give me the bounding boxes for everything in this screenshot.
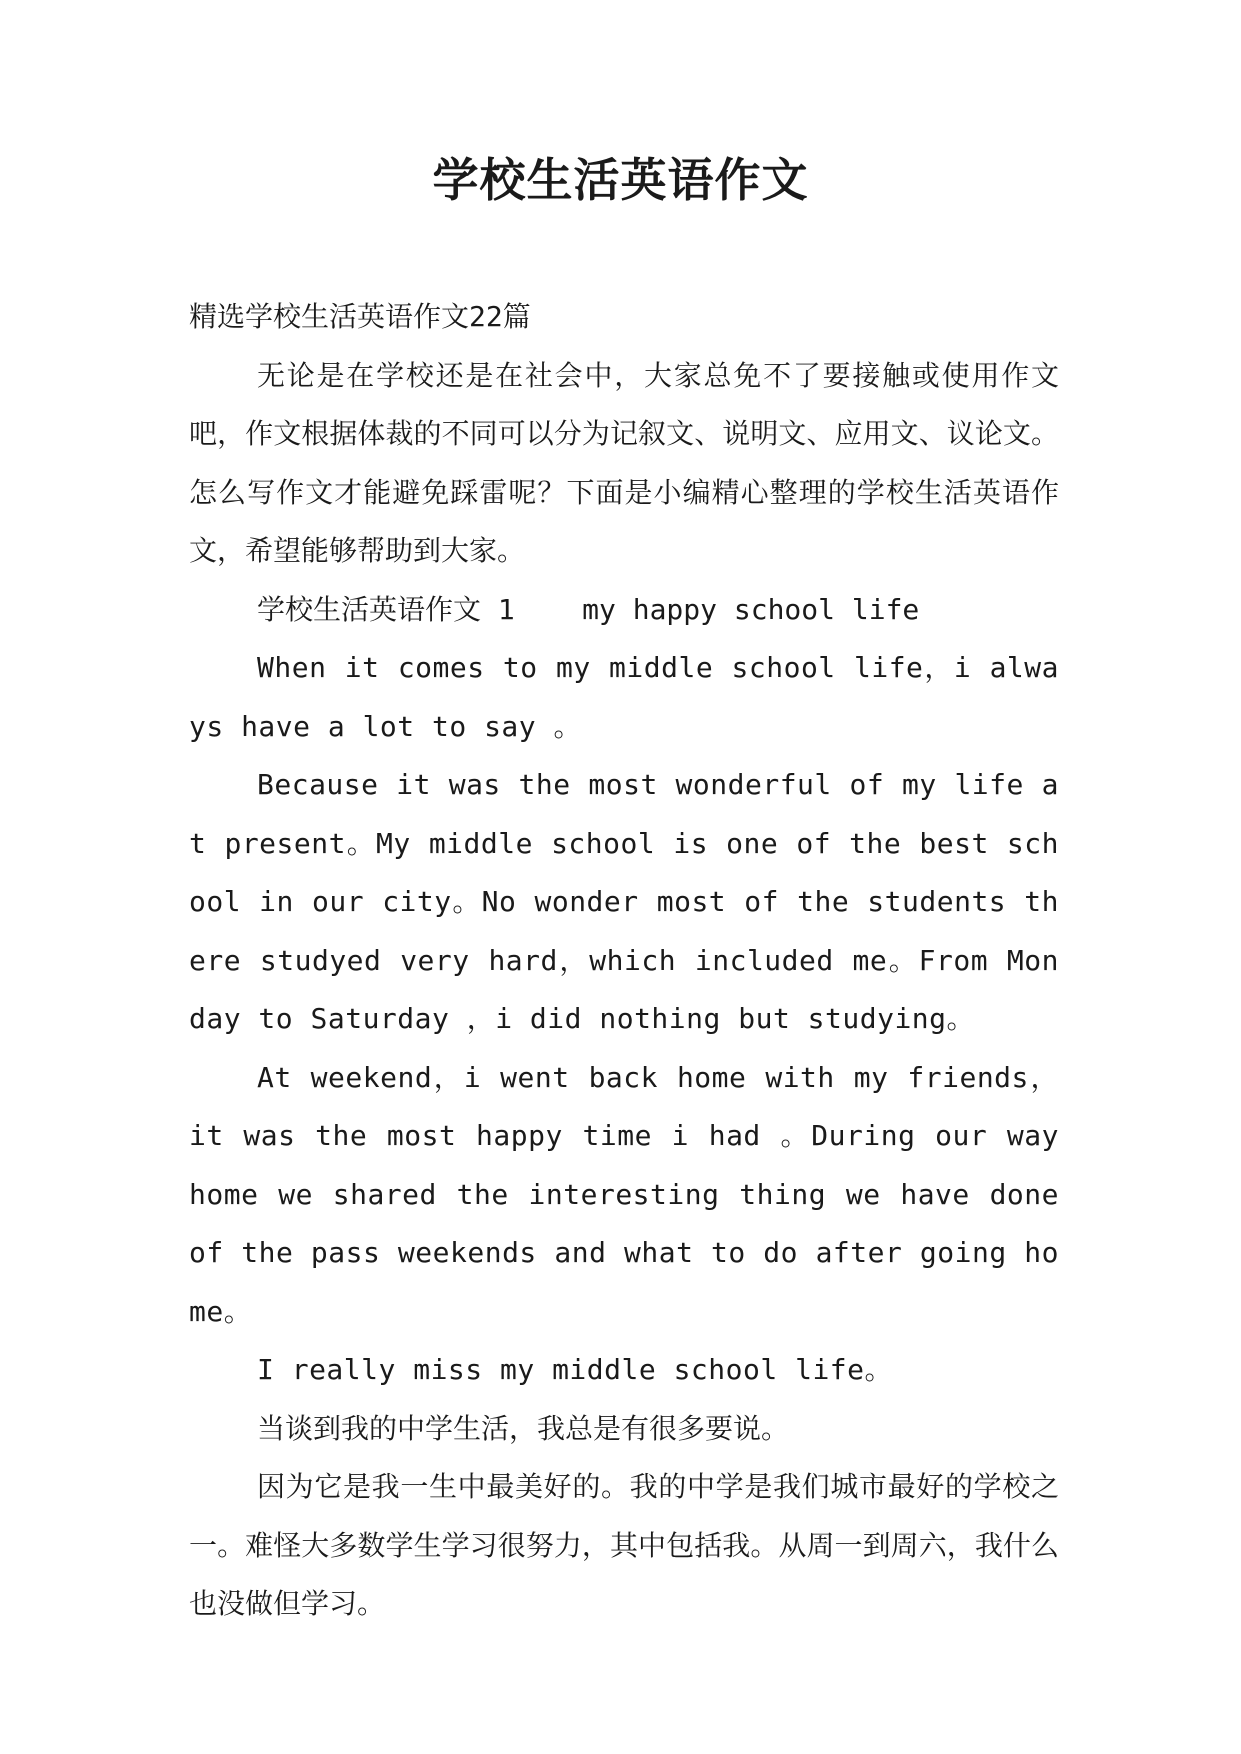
translation-paragraph-2: 因为它是我一生中最美好的。我的中学是我们城市最好的学校之一。难怪大多数学生学习很努力，其中包括我。从周一到周六，我什么也没做但学习。 [189,1470,1059,1620]
essay-paragraph-3: At weekend，i went back home with my friends，it was the most happy time i had 。During our way home we shared the interesting thing we have done of the pass weekends and what to do after going home。 [189,1060,1059,1328]
translation-paragraph-1: 当谈到我的中学生活，我总是有很多要说。 [257,1411,790,1445]
essay-paragraph-4: I really miss my middle school life。 [257,1353,894,1386]
essay-paragraph-1: When it comes to my middle school life，i always have a lot to say 。 [189,651,1059,743]
document-body [189,288,1059,1634]
subtitle: 精选学校生活英语作文22篇 [189,300,531,333]
essay-heading: 学校生活英语作文 1 my happy school life [257,592,920,626]
document-title: 学校生活英语作文 [432,153,809,207]
essay-paragraph-2: Because it was the most wonderful of my life at present。My middle school is one of the best school in our city。No wonder most of the students there studyed very hard，which included me。From Monday to Saturday ，i did nothing but studying。 [189,768,1059,1035]
intro-paragraph: 无论是在学校还是在社会中，大家总免不了要接触或使用作文吧，作文根据体裁的不同可以分为记叙文、说明文、应用文、议论文。怎么写作文才能避免踩雷呢？下面是小编精心整理的学校生活英语作文，希望能够帮助到大家。 [189,358,1059,567]
